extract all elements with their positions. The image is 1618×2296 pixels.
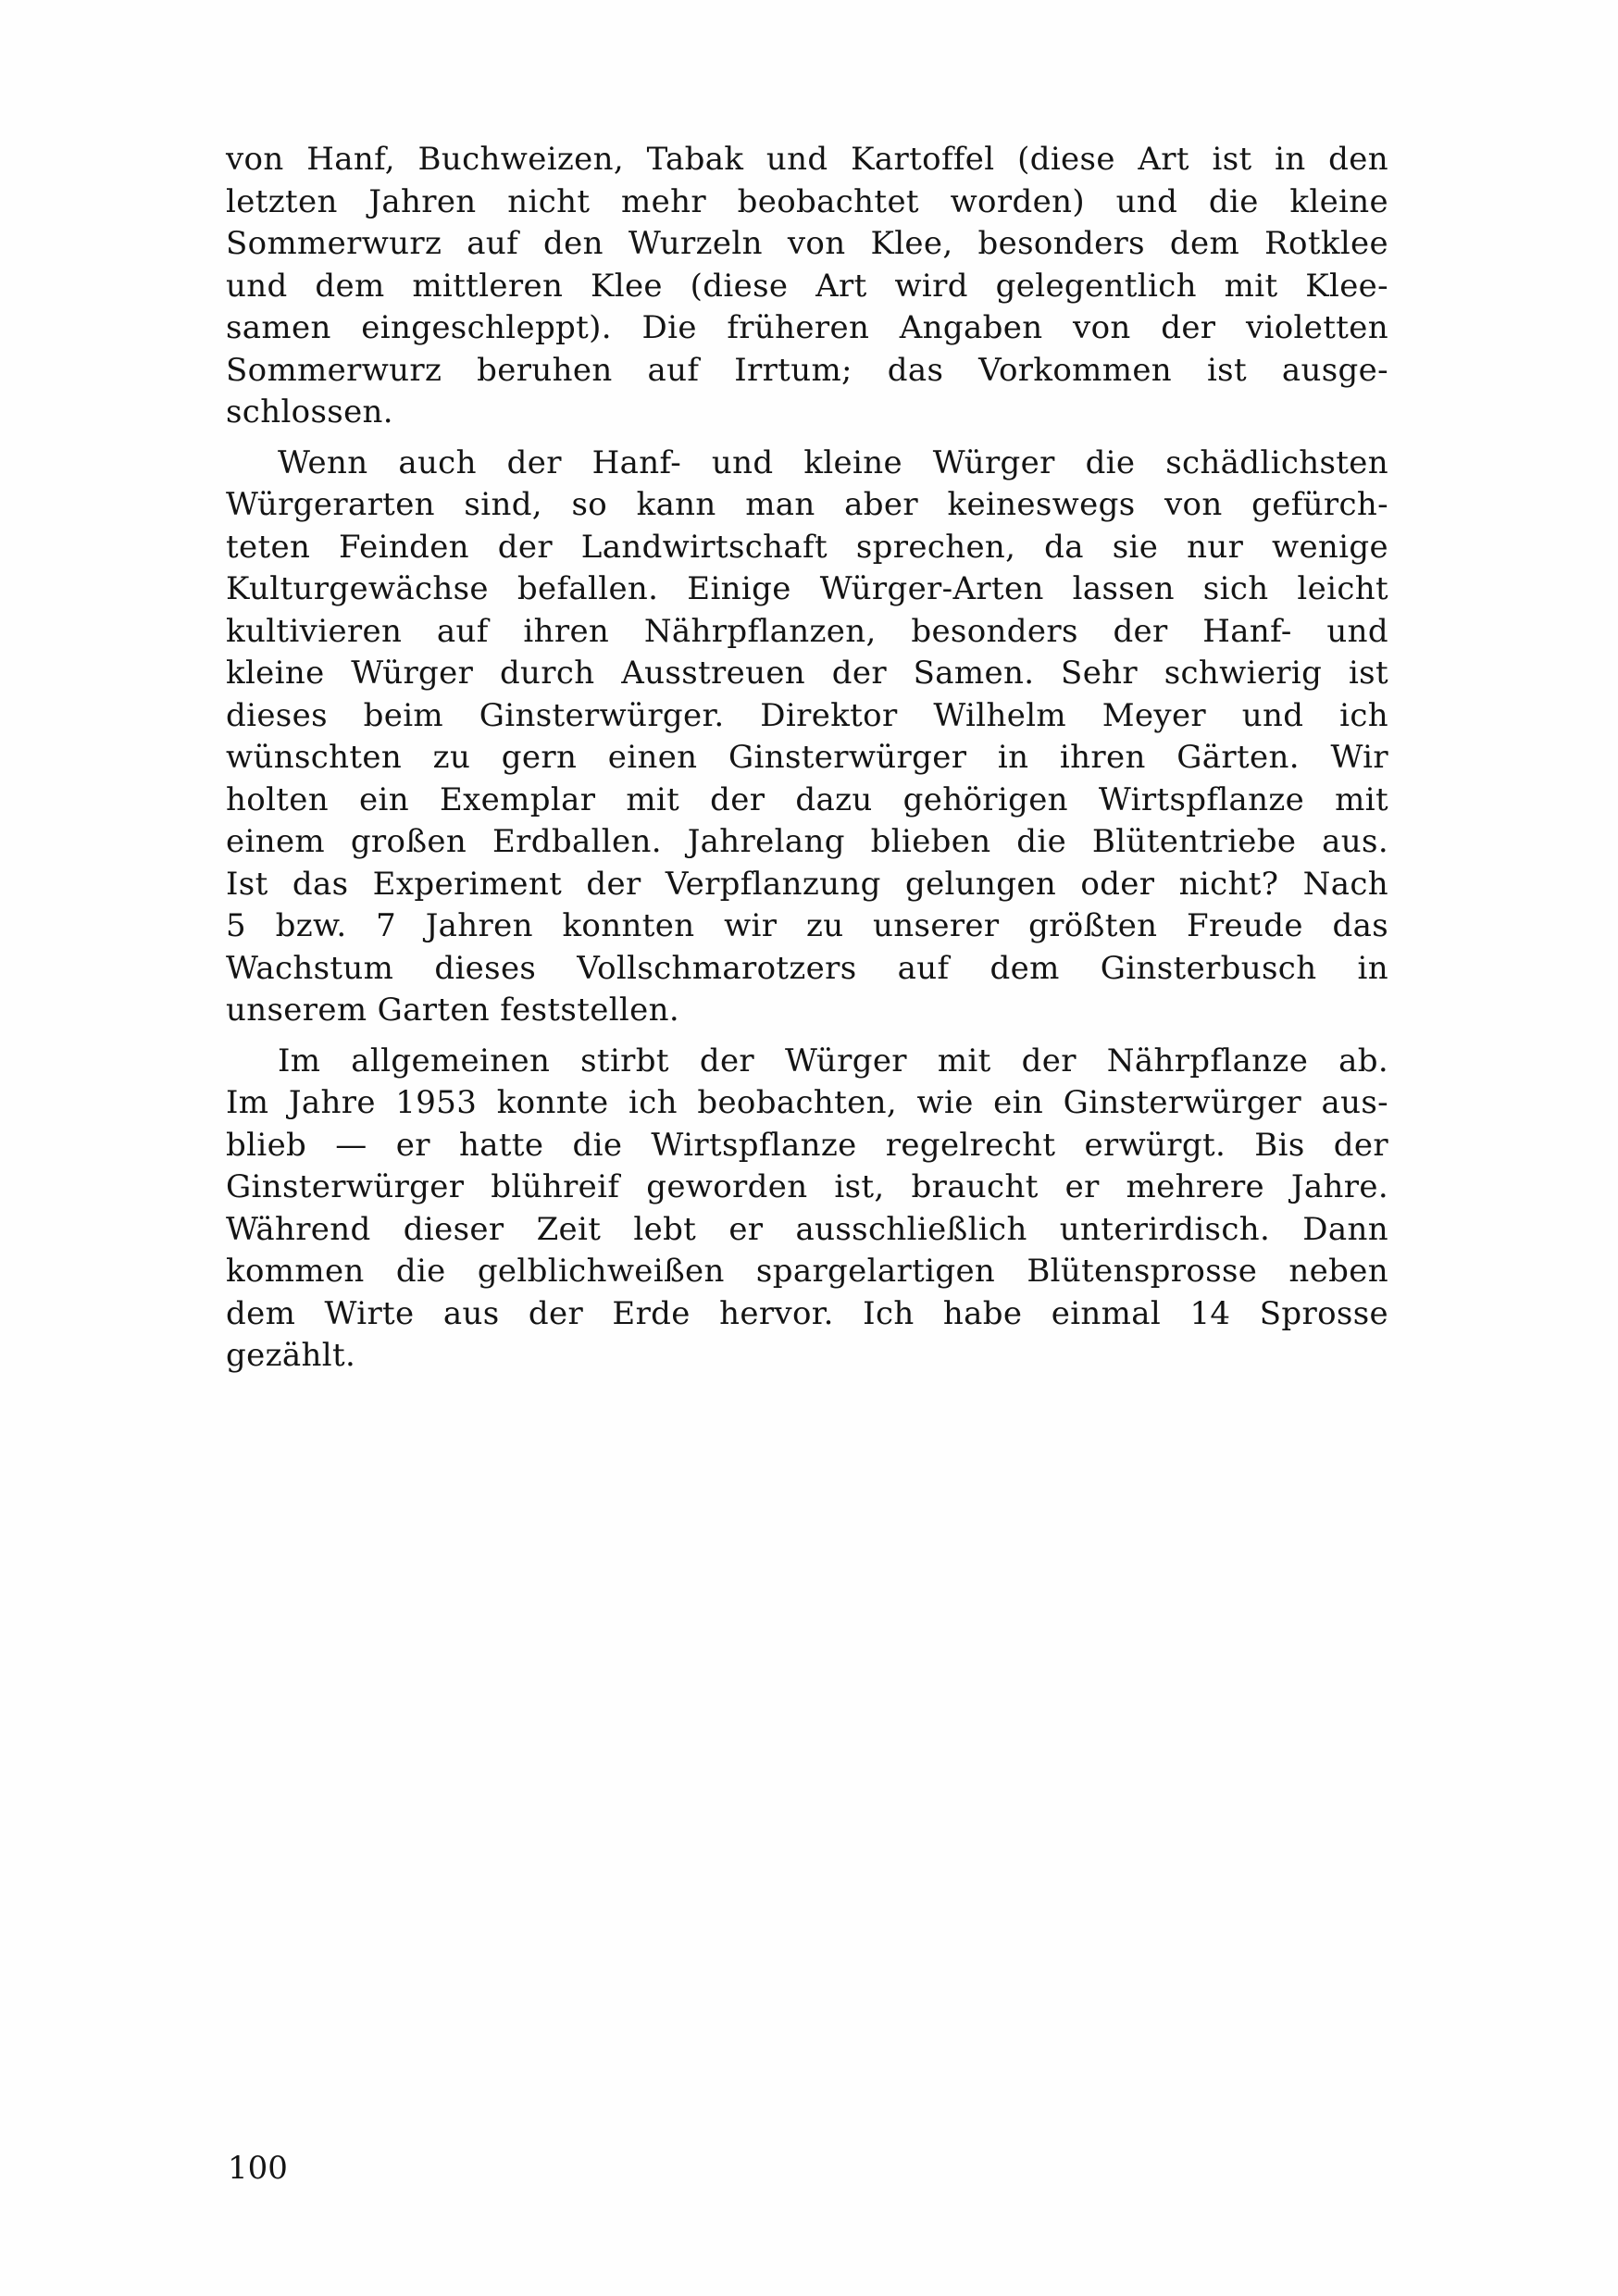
text-line: letzten Jahren nicht mehr beobachtet worden) und die kleine xyxy=(226,182,1388,220)
text-line: teten Feinden der Landwirtschaft sprechen, da sie nur wenige xyxy=(226,528,1388,566)
text-line: schlossen. xyxy=(226,393,393,430)
text-line: einem großen Erdballen. Jahrelang blieben die Blütentriebe aus. xyxy=(226,823,1388,860)
text-line: Sommerwurz beruhen auf Irrtum; das Vorkommen ist ausge- xyxy=(226,351,1388,389)
paragraph-1 xyxy=(226,139,1388,434)
text-line: Im Jahre 1953 konnte ich beobachten, wie ein Ginsterwürger aus- xyxy=(226,1084,1388,1121)
text-line: samen eingeschleppt). Die früheren Angaben von der violetten xyxy=(226,309,1388,346)
text-line: wünschten zu gern einen Ginsterwürger in ihren Gärten. Wir xyxy=(226,739,1388,776)
text-line: kleine Würger durch Ausstreuen der Samen. Sehr schwierig ist xyxy=(226,655,1388,692)
text-line: von Hanf, Buchweizen, Tabak und Kartoffel (diese Art ist in den xyxy=(226,141,1388,178)
text-line: Würgerarten sind, so kann man aber keineswegs von gefürch- xyxy=(226,486,1388,523)
text-line: Wachstum dieses Vollschmarotzers auf dem Ginsterbusch in xyxy=(226,949,1388,987)
page-number: 100 xyxy=(228,2150,288,2187)
text-line: unserem Garten feststellen. xyxy=(226,992,680,1029)
text-line: dem Wirte aus der Erde hervor. Ich habe einmal 14 Sprosse xyxy=(226,1294,1388,1332)
text-line: kultivieren auf ihren Nährpflanzen, besonders der Hanf- und xyxy=(226,612,1388,650)
text-line: 5 bzw. 7 Jahren konnten wir zu unserer größten Freude das xyxy=(226,907,1388,944)
text-line: Während dieser Zeit lebt er ausschließlich unterirdisch. Dann xyxy=(226,1210,1388,1248)
paragraph-3 xyxy=(226,1041,1388,1378)
text-line: Ist das Experiment der Verpflanzung gelungen oder nicht? Nach xyxy=(226,865,1388,903)
text-line: Im allgemeinen stirbt der Würger mit der Nährpflanze ab. xyxy=(278,1042,1388,1079)
text-line: und dem mittleren Klee (diese Art wird gelegentlich mit Klee- xyxy=(226,267,1388,305)
text-line: kommen die gelblichweißen spargelartigen Blütensprosse neben xyxy=(226,1253,1388,1290)
body-text xyxy=(226,139,1388,1386)
text-line: Wenn auch der Hanf- und kleine Würger die schädlichsten xyxy=(278,443,1388,481)
text-line: Kulturgewächse befallen. Einige Würger-Arten lassen sich leicht xyxy=(226,570,1388,607)
text-line: Ginsterwürger blühreif geworden ist, braucht er mehrere Jahre. xyxy=(226,1168,1388,1205)
text-line: Sommerwurz auf den Wurzeln von Klee, besonders dem Rotklee xyxy=(226,225,1388,262)
paragraph-2 xyxy=(226,443,1388,1032)
text-line: dieses beim Ginsterwürger. Direktor Wilhelm Meyer und ich xyxy=(226,696,1388,734)
text-line: holten ein Exemplar mit der dazu gehörigen Wirtspflanze mit xyxy=(226,780,1388,818)
text-line: gezählt. xyxy=(226,1337,356,1374)
text-line: blieb — er hatte die Wirtspflanze regelrecht erwürgt. Bis der xyxy=(226,1126,1388,1164)
